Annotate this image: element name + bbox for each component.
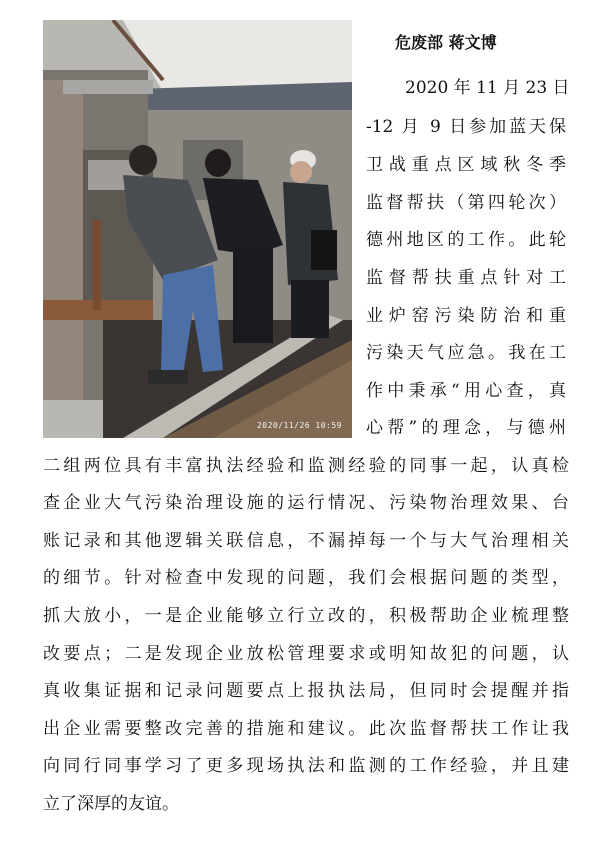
text-line: 卫战重点区域秋冬季 xyxy=(366,155,566,175)
text-line: 2020 年 11 月 23 日 xyxy=(405,78,570,98)
text-line: 账记录和其他逻辑关联信息，不漏掉每一个与大气治理相关 xyxy=(43,531,569,551)
photo-timestamp: 2020/11/26 10:59 xyxy=(256,421,342,430)
inspection-photo xyxy=(43,20,352,438)
text-line: 德州地区的工作。此轮 xyxy=(366,230,566,250)
text-line: 业炉窑污染防治和重 xyxy=(366,306,566,326)
text-line: 二组两位具有丰富执法经验和监测经验的同事一起，认真检 xyxy=(43,456,569,476)
text-line: 监督帮扶重点针对工 xyxy=(366,268,566,288)
text-line: 的细节。针对检查中发现的问题，我们会根据问题的类型， xyxy=(43,568,569,588)
text-line: 查企业大气污染治理设施的运行情况、污染物治理效果、台 xyxy=(43,493,569,513)
text-line: 真收集证据和记录问题要点上报执法局，但同时会提醒并指 xyxy=(43,681,569,701)
text-line: 改要点；二是发现企业放松管理要求或明知故犯的问题，认 xyxy=(43,644,569,664)
text-line: -12 月 9 日参加蓝天保 xyxy=(366,117,566,137)
text-line: 出企业需要整改完善的措施和建议。此次监督帮扶工作让我 xyxy=(43,719,569,739)
text-line: 立了深厚的友谊。 xyxy=(43,794,179,814)
text-line: 心帮”的理念，与德州 xyxy=(366,418,566,438)
text-line: 污染天气应急。我在工 xyxy=(366,343,566,363)
text-line: 向同行同事学习了更多现场执法和监测的工作经验，并且建 xyxy=(43,756,569,776)
text-line: 作中秉承“用心查，真 xyxy=(366,381,566,401)
text-line: 抓大放小，一是企业能够立行立改的，积极帮助企业梳理整 xyxy=(43,606,569,626)
author-heading: 危废部 蒋文博 xyxy=(395,33,497,52)
text-line: 监督帮扶（第四轮次） xyxy=(366,193,566,213)
